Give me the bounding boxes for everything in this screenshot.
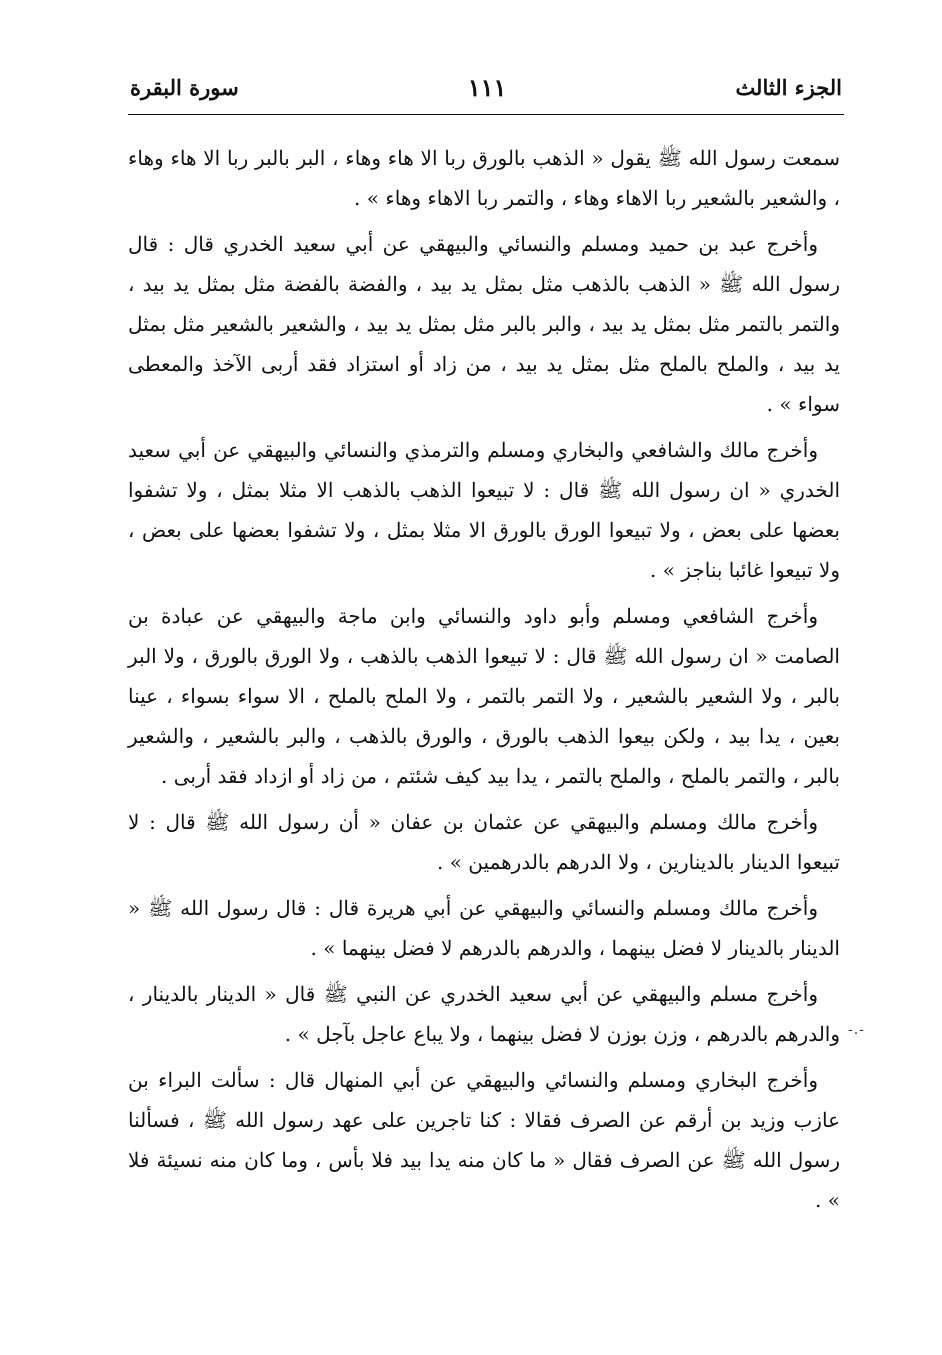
paragraph: وأخرج مالك ومسلم والنسائي والبيهقي عن أبي هريرة قال : قال رسول الله ﷺ « الدينار بالدينار لا فضل بينهما ، والدرهم بالدرهم لا فضل بينهما » . (128, 896, 840, 960)
paragraph: وأخرج البخاري ومسلم والنسائي والبيهقي عن أبي المنهال قال : سألت البراء بن عازب وزيد بن أرقم عن الصرف فقالا : كنا تاجرين على عهد رسول الله ﷺ ، فسألنا رسول الله ﷺ عن الصرف فقال « ما كان منه يدا بيد فلا بأس ، وما كان منه نسيئة فلا » . (128, 1068, 840, 1212)
margin-mark: -.- (848, 1022, 865, 1038)
paragraph: وأخرج عبد بن حميد ومسلم والنسائي والبيهقي عن أبي سعيد الخدري قال : قال رسول الله ﷺ « الذهب بالذهب مثل بمثل يد بيد ، والفضة بالفضة مثل بمثل يد بيد ، والتمر بالتمر مثل بمثل يد بيد ، والبر بالبر مثل بمثل يد بيد ، والشعير بالشعير مثل بمثل يد بيد ، والملح بالملح مثل بمثل يد بيد ، من زاد أو استزاد فقد أربى الآخذ والمعطى سواء » . (128, 232, 840, 416)
paragraph: وأخرج مالك والشافعي والبخاري ومسلم والترمذي والنسائي والبيهقي عن أبي سعيد الخدري « ان رسول الله ﷺ قال : لا تبيعوا الذهب بالذهب الا مثلا بمثل ، ولا تشفوا بعضها على بعض ، ولا تبيعوا الورق بالورق الا مثلا بمثل ، ولا تشفوا بعضها على بعض ، ولا تبيعوا غائبا بناجز » . (128, 438, 840, 582)
page-number: ١١١ (467, 72, 507, 102)
paragraph: وأخرج الشافعي ومسلم وأبو داود والنسائي وابن ماجة والبيهقي عن عبادة بن الصامت « ان رسول الله ﷺ قال : لا تبيعوا الذهب بالذهب ، ولا الورق بالورق ، ولا البر بالبر ، ولا الشعير بالشعير ، ولا التمر بالتمر ، ولا الملح بالملح ، الا سواء بسواء ، عينا بعين ، يدا بيد ، ولكن بيعوا الذهب بالورق ، والورق بالذهب ، والبر بالشعير ، والشعير بالبر ، والتمر بالملح ، والملح بالتمر ، يدا بيد كيف شئتم ، من زاد أو ازداد فقد أربى . (128, 604, 840, 788)
paragraph: وأخرج مالك ومسلم والبيهقي عن عثمان بن عفان « أن رسول الله ﷺ قال : لا تبيعوا الدينار بالدينارين ، ولا الدرهم بالدرهمين » . (128, 810, 840, 874)
running-header (130, 62, 842, 112)
surah-title: سورة البقرة (130, 74, 239, 100)
part-title: الجزء الثالث (735, 74, 842, 100)
paragraph: سمعت رسول الله ﷺ يقول « الذهب بالورق ربا الا هاء وهاء ، البر بالبر ربا الا هاء وهاء ، والشعير بالشعير ربا الاهاء وهاء ، والتمر ربا الاهاء وهاء » . (128, 146, 840, 210)
paragraph: وأخرج مسلم والبيهقي عن أبي سعيد الخدري عن النبي ﷺ قال « الدينار بالدينار ، والدرهم بالدرهم ، وزن بوزن لا فضل بينهما ، ولا يباع عاجل بآجل » . (128, 982, 840, 1046)
page-body (128, 138, 840, 1226)
header-rule (128, 114, 844, 115)
